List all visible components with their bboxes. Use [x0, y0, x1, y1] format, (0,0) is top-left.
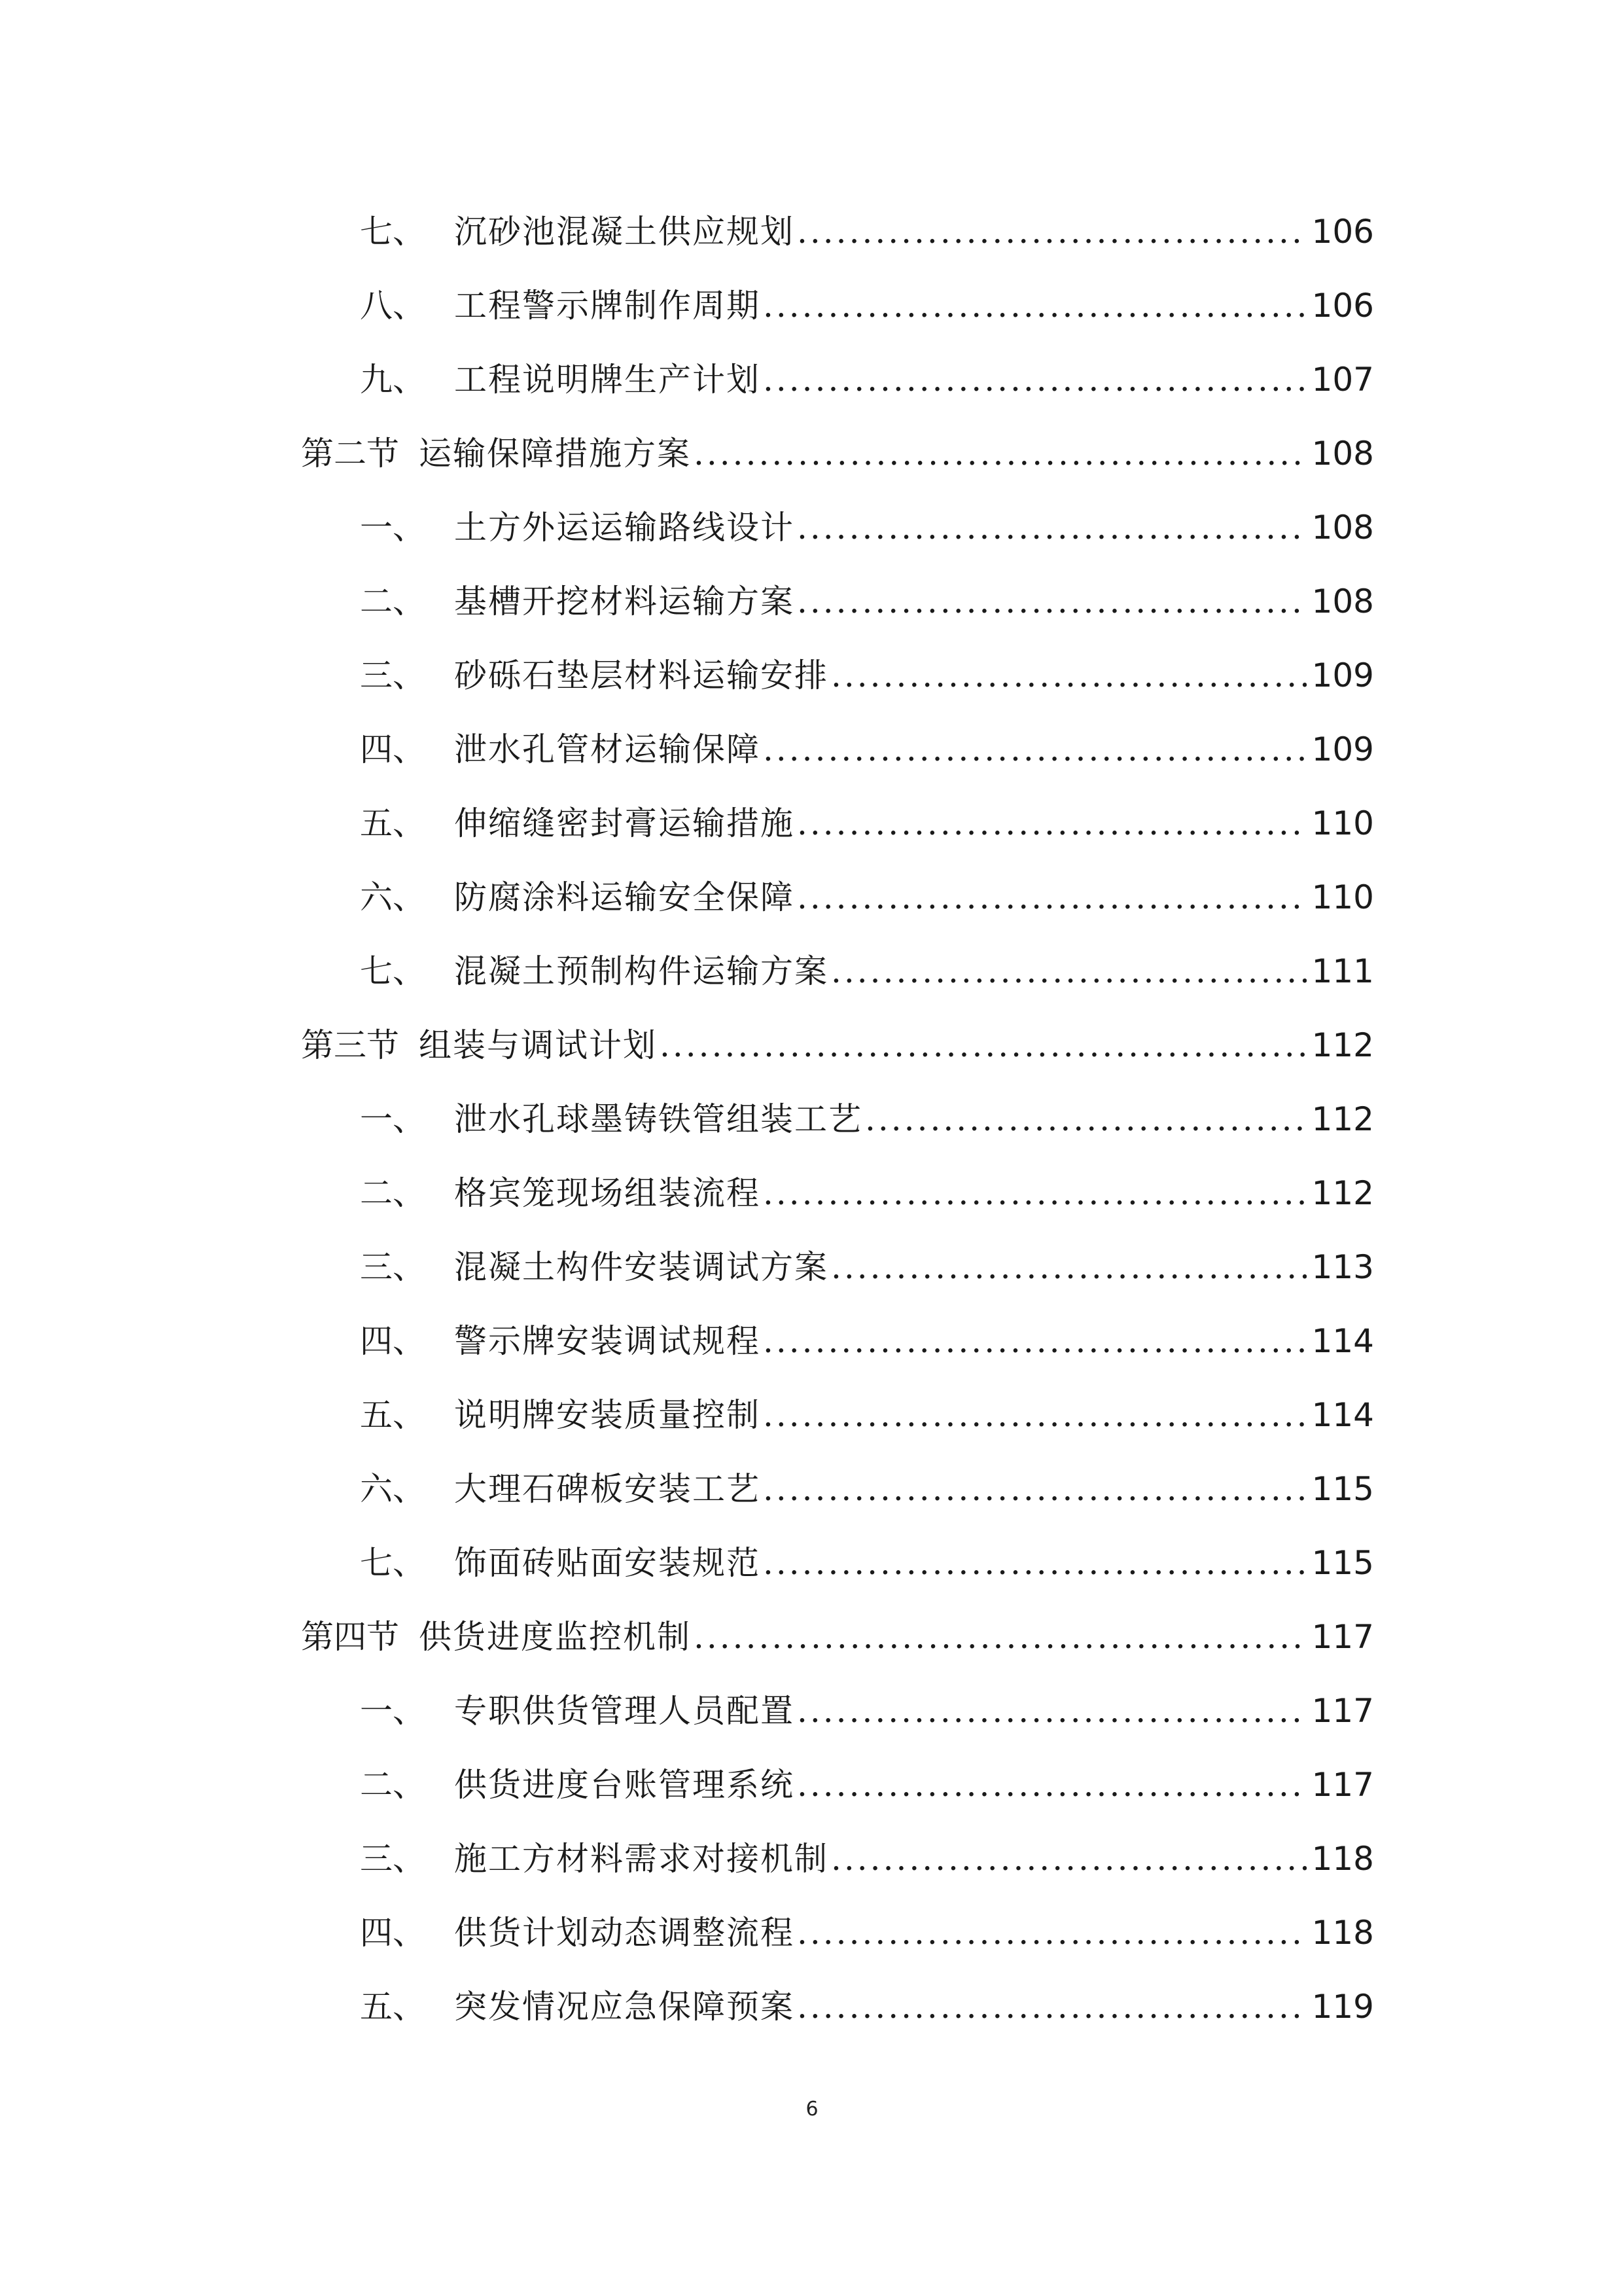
toc-page-number: 114: [1311, 1322, 1374, 1360]
toc-marker: 七、: [360, 1544, 425, 1582]
dot-leader: [831, 1822, 1307, 1896]
toc-entry[interactable]: [301, 1674, 1374, 1748]
toc-page-number: 117: [1311, 1618, 1374, 1656]
toc-marker: 三、: [360, 1248, 425, 1286]
dot-leader: [831, 1230, 1307, 1304]
dot-leader: [797, 195, 1307, 269]
toc-title: 泄水孔球墨铸铁管组装工艺: [454, 1100, 862, 1138]
toc-entry[interactable]: [301, 1378, 1374, 1452]
toc-title: 泄水孔管材运输保障: [454, 730, 760, 768]
toc-entry[interactable]: [301, 639, 1374, 713]
toc-page-number: 109: [1311, 656, 1374, 694]
dot-leader: [831, 639, 1307, 713]
toc-section-marker: 第四节: [301, 1618, 399, 1656]
dot-leader: [797, 491, 1307, 565]
toc-title: 突发情况应急保障预案: [454, 1988, 794, 2026]
toc-page-number: 115: [1311, 1470, 1374, 1508]
toc-marker: 七、: [360, 213, 425, 251]
toc-page-number: 117: [1311, 1692, 1374, 1730]
dot-leader: [763, 1157, 1307, 1230]
toc-title: 混凝土构件安装调试方案: [454, 1248, 828, 1286]
dot-leader: [831, 935, 1307, 1009]
toc-section-entry[interactable]: [301, 417, 1374, 491]
toc-marker: 七、: [360, 952, 425, 990]
toc-page-number: 113: [1311, 1248, 1374, 1286]
toc-title: 警示牌安装调试规程: [454, 1322, 760, 1360]
toc-page-number: 108: [1311, 509, 1374, 547]
toc-page-number: 111: [1311, 952, 1374, 990]
toc-title: 供货进度台账管理系统: [454, 1766, 794, 1804]
toc-entry[interactable]: [301, 269, 1374, 343]
toc-page-number: 119: [1311, 1988, 1374, 2026]
toc-entry[interactable]: [301, 491, 1374, 565]
toc-page-number: 115: [1311, 1544, 1374, 1582]
dot-leader: [763, 713, 1307, 787]
toc-title: 饰面砖贴面安装规范: [454, 1544, 760, 1582]
toc-marker: 二、: [360, 1174, 425, 1212]
dot-leader: [797, 861, 1307, 935]
toc-marker: 一、: [360, 509, 425, 547]
toc-entry[interactable]: [301, 1822, 1374, 1896]
dot-leader: [694, 1600, 1307, 1674]
toc-section-title: 组装与调试计划: [419, 1026, 657, 1064]
toc-marker: 四、: [360, 1322, 425, 1360]
toc-marker: 五、: [360, 804, 425, 842]
toc-page-number: 112: [1311, 1026, 1374, 1064]
dot-leader: [763, 1378, 1307, 1452]
toc-entry[interactable]: [301, 1230, 1374, 1304]
toc-title: 专职供货管理人员配置: [454, 1692, 794, 1730]
toc-section-entry[interactable]: [301, 1600, 1374, 1674]
dot-leader: [763, 269, 1307, 343]
toc-marker: 二、: [360, 1766, 425, 1804]
toc-marker: 四、: [360, 1914, 425, 1952]
toc-entry[interactable]: [301, 1896, 1374, 1970]
toc-marker: 三、: [360, 656, 425, 694]
dot-leader: [865, 1083, 1307, 1157]
toc-section-title: 运输保障措施方案: [419, 435, 691, 473]
toc-page-number: 106: [1311, 287, 1374, 325]
toc-entry[interactable]: [301, 343, 1374, 417]
toc-marker: 一、: [360, 1692, 425, 1730]
toc-page-number: 110: [1311, 804, 1374, 842]
toc-entry[interactable]: [301, 935, 1374, 1009]
toc-title: 施工方材料需求对接机制: [454, 1840, 828, 1878]
toc-title: 工程警示牌制作周期: [454, 287, 760, 325]
toc-title: 砂砾石垫层材料运输安排: [454, 656, 828, 694]
toc-marker: 八、: [360, 287, 425, 325]
toc-entry[interactable]: [301, 195, 1374, 269]
toc-marker: 五、: [360, 1396, 425, 1434]
toc-entry[interactable]: [301, 1083, 1374, 1157]
dot-leader: [797, 1970, 1307, 2044]
table-of-contents: [301, 195, 1374, 2044]
dot-leader: [660, 1009, 1307, 1083]
toc-title: 土方外运运输路线设计: [454, 509, 794, 547]
footer-page-number: 6: [805, 2098, 819, 2121]
toc-title: 混凝土预制构件运输方案: [454, 952, 828, 990]
toc-page-number: 118: [1311, 1840, 1374, 1878]
toc-title: 供货计划动态调整流程: [454, 1914, 794, 1952]
toc-page-number: 108: [1311, 583, 1374, 620]
toc-marker: 一、: [360, 1100, 425, 1138]
toc-section-title: 供货进度监控机制: [419, 1618, 691, 1656]
toc-marker: 九、: [360, 361, 425, 399]
toc-marker: 六、: [360, 878, 425, 916]
toc-title: 格宾笼现场组装流程: [454, 1174, 760, 1212]
toc-page-number: 117: [1311, 1766, 1374, 1804]
toc-page-number: 109: [1311, 730, 1374, 768]
dot-leader: [797, 1896, 1307, 1970]
toc-title: 说明牌安装质量控制: [454, 1396, 760, 1434]
toc-marker: 三、: [360, 1840, 425, 1878]
toc-page-number: 114: [1311, 1396, 1374, 1434]
toc-entry[interactable]: [301, 1304, 1374, 1378]
toc-title: 工程说明牌生产计划: [454, 361, 760, 399]
toc-page-number: 108: [1311, 435, 1374, 473]
toc-page-number: 118: [1311, 1914, 1374, 1952]
toc-entry[interactable]: [301, 861, 1374, 935]
dot-leader: [797, 787, 1307, 861]
toc-entry[interactable]: [301, 787, 1374, 861]
toc-entry[interactable]: [301, 565, 1374, 639]
dot-leader: [797, 565, 1307, 639]
toc-entry[interactable]: [301, 1970, 1374, 2044]
toc-entry[interactable]: [301, 713, 1374, 787]
dot-leader: [763, 343, 1307, 417]
toc-title: 基槽开挖材料运输方案: [454, 583, 794, 620]
toc-section-marker: 第三节: [301, 1026, 399, 1064]
toc-marker: 二、: [360, 583, 425, 620]
toc-title: 大理石碑板安装工艺: [454, 1470, 760, 1508]
dot-leader: [763, 1526, 1307, 1600]
toc-page-number: 112: [1311, 1100, 1374, 1138]
toc-marker: 四、: [360, 730, 425, 768]
toc-page-number: 107: [1311, 361, 1374, 399]
toc-entry[interactable]: [301, 1526, 1374, 1600]
toc-entry[interactable]: [301, 1452, 1374, 1526]
toc-entry[interactable]: [301, 1748, 1374, 1822]
dot-leader: [797, 1748, 1307, 1822]
toc-title: 伸缩缝密封膏运输措施: [454, 804, 794, 842]
toc-section-entry[interactable]: [301, 1009, 1374, 1083]
toc-page-number: 110: [1311, 878, 1374, 916]
dot-leader: [797, 1674, 1307, 1748]
dot-leader: [763, 1452, 1307, 1526]
toc-page-number: 112: [1311, 1174, 1374, 1212]
toc-title: 沉砂池混凝土供应规划: [454, 213, 794, 251]
toc-entry[interactable]: [301, 1157, 1374, 1230]
toc-page-number: 106: [1311, 213, 1374, 251]
toc-marker: 六、: [360, 1470, 425, 1508]
dot-leader: [694, 417, 1307, 491]
toc-title: 防腐涂料运输安全保障: [454, 878, 794, 916]
dot-leader: [763, 1304, 1307, 1378]
toc-section-marker: 第二节: [301, 435, 399, 473]
toc-marker: 五、: [360, 1988, 425, 2026]
